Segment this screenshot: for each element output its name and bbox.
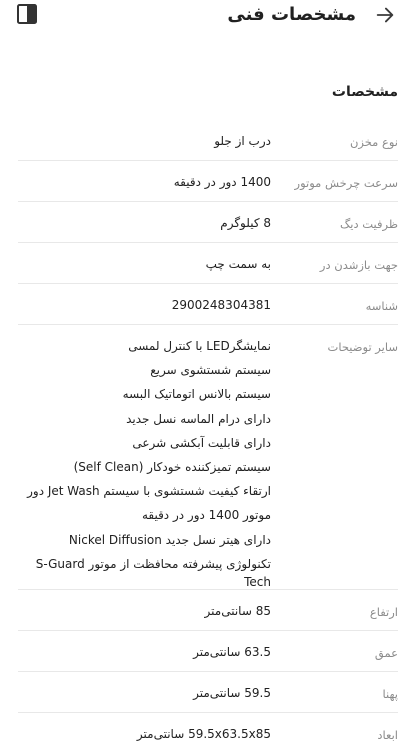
spec-label: جهت بازشدن در	[319, 258, 398, 272]
spec-value: 1400 دور در دقیقه	[173, 175, 271, 189]
spec-row	[18, 161, 398, 202]
spec-row	[18, 243, 398, 284]
spec-row	[18, 284, 398, 325]
spec-value: 8 کیلوگرم	[220, 216, 271, 230]
spec-value: 59.5 سانتی‌متر	[193, 685, 271, 700]
spec-value-line: سیستم تمیزکننده خودکار (Self Clean)	[73, 459, 271, 474]
split-view-icon	[16, 3, 38, 25]
spec-label: عمق	[374, 645, 398, 660]
spec-label: نوع مخزن	[349, 135, 398, 149]
spec-value-line: دارای درام الماسه نسل جدید	[126, 411, 271, 426]
spec-label: پهنا	[382, 686, 398, 701]
spec-label: سرعت چرخش موتور	[294, 176, 398, 190]
spec-row	[18, 120, 398, 161]
spec-value-line: دارای قابلیت آبکشی شرعی	[132, 435, 271, 450]
spec-value-line: نمایشگرLED با کنترل لمسی	[128, 339, 271, 353]
spec-label: ارتفاع	[369, 604, 398, 619]
back-button[interactable]	[372, 2, 398, 28]
spec-value: 85 سانتی‌متر	[204, 603, 271, 618]
section-title: مشخصات	[331, 84, 398, 100]
spec-value-line: سیستم شستشوی سریع	[150, 363, 271, 378]
specs-table	[18, 120, 398, 754]
spec-value: 2900248304381	[171, 298, 271, 312]
spec-row	[18, 590, 398, 631]
spec-label: ظرفیت دیگ	[339, 217, 398, 231]
spec-row	[18, 631, 398, 672]
spec-row	[18, 672, 398, 713]
page-title: مشخصات فنی	[227, 4, 356, 25]
spec-value: 63.5 سانتی‌متر	[193, 644, 271, 659]
spec-value-line: سیستم بالانس اتوماتیک البسه	[122, 387, 271, 402]
spec-row	[18, 202, 398, 243]
spec-value	[18, 325, 271, 589]
spec-value-line: ارتقاء کیفیت شستشوی با سیستم Jet Wash دور	[27, 484, 271, 499]
spec-value-line: موتور 1400 دور در دقیقه	[141, 508, 271, 523]
spec-label: شناسه	[365, 299, 398, 313]
spec-value-line: تکنولوژی پیشرفته محافظت از موتور S-Guard Tech	[35, 556, 271, 589]
spec-value: به سمت چپ	[205, 257, 271, 271]
spec-label: ابعاد	[377, 727, 398, 742]
spec-row	[18, 713, 398, 754]
spec-row	[18, 325, 398, 590]
spec-value: درب از جلو	[214, 134, 271, 148]
split-view-button[interactable]	[16, 3, 38, 25]
spec-value: 59.5x63.5x85 سانتی‌متر	[136, 726, 271, 741]
arrow-right-icon	[374, 4, 396, 26]
top-app-bar	[0, 0, 416, 30]
spec-value-line: دارای هیتر نسل جدید Nickel Diffusion	[68, 532, 271, 547]
spec-label: سایر توضیحات	[327, 340, 398, 354]
